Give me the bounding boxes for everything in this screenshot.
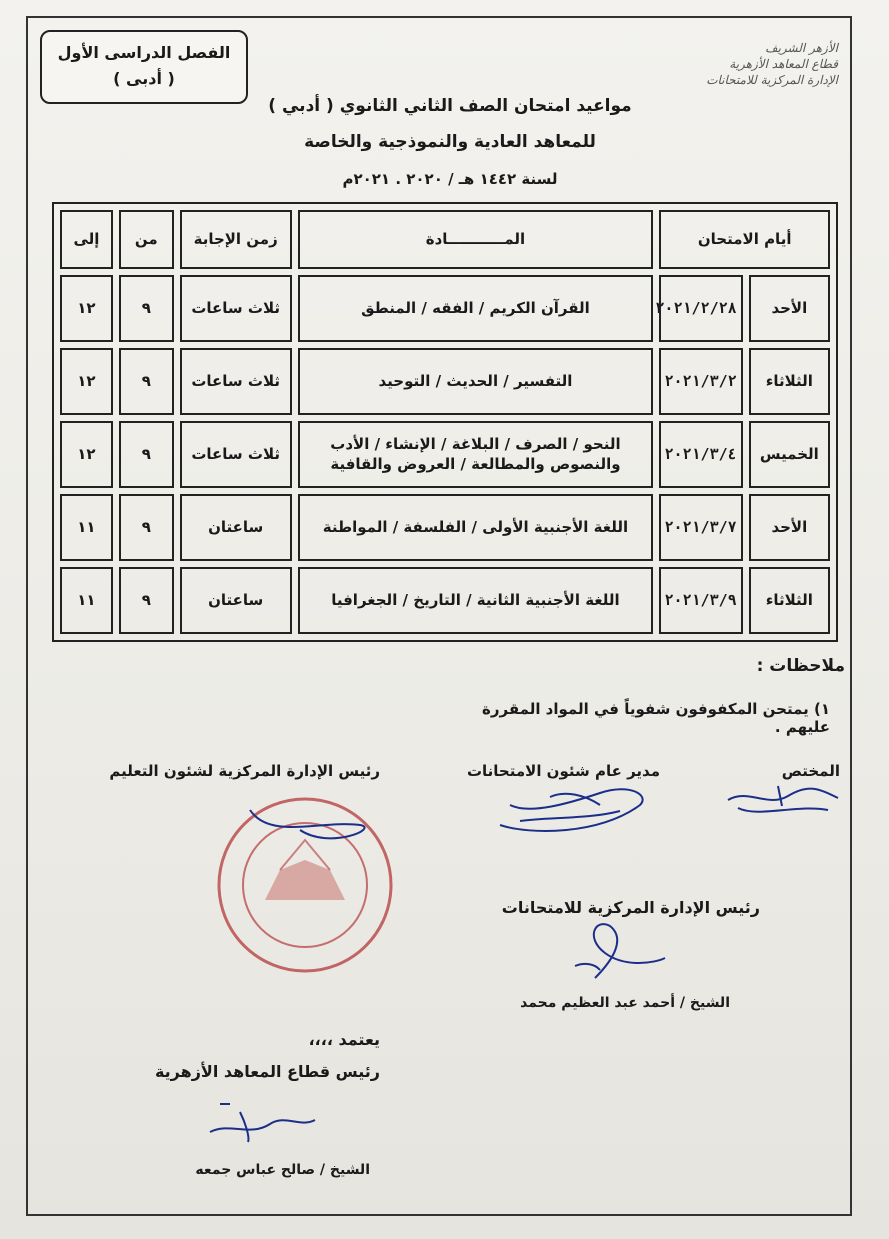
duration-cell: ساعتان bbox=[180, 494, 292, 561]
letterhead bbox=[668, 40, 838, 88]
to-cell: ١٢ bbox=[60, 348, 113, 415]
table-row bbox=[60, 421, 830, 488]
subject-cell: القرآن الكريم / الفقه / المنطق bbox=[298, 275, 654, 342]
duration-cell: ثلاث ساعات bbox=[180, 275, 292, 342]
sector-head-signature bbox=[190, 1092, 330, 1152]
exams-director-label: مدير عام شئون الامتحانات bbox=[466, 762, 660, 780]
exams-director-signature bbox=[490, 775, 660, 845]
term-label: الفصل الدراسى الأول bbox=[57, 43, 231, 62]
date-cell: ٢٠٢١/٣/٢ bbox=[659, 348, 742, 415]
date-cell: ٢٠٢١/٢/٢٨ bbox=[659, 275, 742, 342]
header-to: إلى bbox=[60, 210, 113, 269]
header-from: من bbox=[119, 210, 174, 269]
from-cell: ٩ bbox=[119, 567, 174, 634]
note-item: ١) يمتحن المكفوفون شفوياً في المواد المقررة عليهم . bbox=[482, 700, 830, 736]
letterhead-line: قطاع المعاهد الأزهرية bbox=[729, 57, 838, 71]
date-cell: ٢٠٢١/٣/٧ bbox=[659, 494, 742, 561]
exams-head-signature bbox=[555, 918, 675, 988]
header-days: أيام الامتحان bbox=[659, 210, 830, 269]
date-cell: ٢٠٢١/٣/٩ bbox=[659, 567, 742, 634]
subject-cell: النحو / الصرف / البلاغة / الإنشاء / الأدب والنصوص والمطالعة / العروض والقافية bbox=[298, 421, 654, 488]
subject-cell: اللغة الأجنبية الثانية / التاريخ / الجغرافيا bbox=[298, 567, 654, 634]
approval-label: يعتمد ،،،، bbox=[308, 1030, 380, 1049]
subject-cell: التفسير / الحديث / التوحيد bbox=[298, 348, 654, 415]
official-seal bbox=[210, 790, 400, 980]
letterhead-line: الإدارة المركزية للامتحانات bbox=[706, 73, 838, 87]
exam-schedule-table bbox=[52, 202, 838, 642]
subject-cell: اللغة الأجنبية الأولى / الفلسفة / المواطنة bbox=[298, 494, 654, 561]
term-box bbox=[40, 30, 248, 104]
notes-heading: ملاحظات : bbox=[756, 656, 845, 676]
term-track: ( أدبى ) bbox=[113, 69, 175, 88]
to-cell: ١١ bbox=[60, 567, 113, 634]
table-row bbox=[60, 348, 830, 415]
from-cell: ٩ bbox=[119, 348, 174, 415]
to-cell: ١١ bbox=[60, 494, 113, 561]
academic-year: لسنة ١٤٤٢ هـ / ٢٠٢٠ . ٢٠٢١م bbox=[342, 170, 558, 188]
table-row bbox=[60, 567, 830, 634]
from-cell: ٩ bbox=[119, 494, 174, 561]
from-cell: ٩ bbox=[119, 275, 174, 342]
exams-head-label: رئيس الإدارة المركزية للامتحانات bbox=[501, 898, 760, 917]
sector-head-name: الشيخ / صالح عباس جمعه bbox=[195, 1162, 370, 1178]
from-cell: ٩ bbox=[119, 421, 174, 488]
date-cell: ٢٠٢١/٣/٤ bbox=[659, 421, 742, 488]
sector-head-label: رئيس قطاع المعاهد الأزهرية bbox=[154, 1062, 380, 1081]
table-row bbox=[60, 275, 830, 342]
to-cell: ١٢ bbox=[60, 421, 113, 488]
document-title: مواعيد امتحان الصف الثاني الثانوي ( أدبي ) bbox=[268, 96, 632, 116]
specialist-signature bbox=[718, 778, 848, 826]
day-cell: الخميس bbox=[749, 421, 830, 488]
day-cell: الثلاثاء bbox=[749, 567, 830, 634]
duration-cell: ثلاث ساعات bbox=[180, 421, 292, 488]
table-header-row bbox=[60, 210, 830, 269]
duration-cell: ساعتان bbox=[180, 567, 292, 634]
day-cell: الأحد bbox=[749, 275, 830, 342]
specialist-label: المختص bbox=[781, 762, 840, 780]
exams-head-name: الشيخ / أحمد عبد العظيم محمد bbox=[520, 995, 730, 1011]
letterhead-line: الأزهر الشريف bbox=[765, 41, 838, 55]
education-head-label: رئيس الإدارة المركزية لشئون التعليم bbox=[109, 762, 380, 780]
header-duration: زمن الإجابة bbox=[180, 210, 292, 269]
day-cell: الأحد bbox=[749, 494, 830, 561]
table-row bbox=[60, 494, 830, 561]
day-cell: الثلاثاء bbox=[749, 348, 830, 415]
header-subject: المـــــــــــادة bbox=[298, 210, 654, 269]
document-subtitle: للمعاهد العادية والنموذجية والخاصة bbox=[304, 132, 596, 152]
to-cell: ١٢ bbox=[60, 275, 113, 342]
duration-cell: ثلاث ساعات bbox=[180, 348, 292, 415]
